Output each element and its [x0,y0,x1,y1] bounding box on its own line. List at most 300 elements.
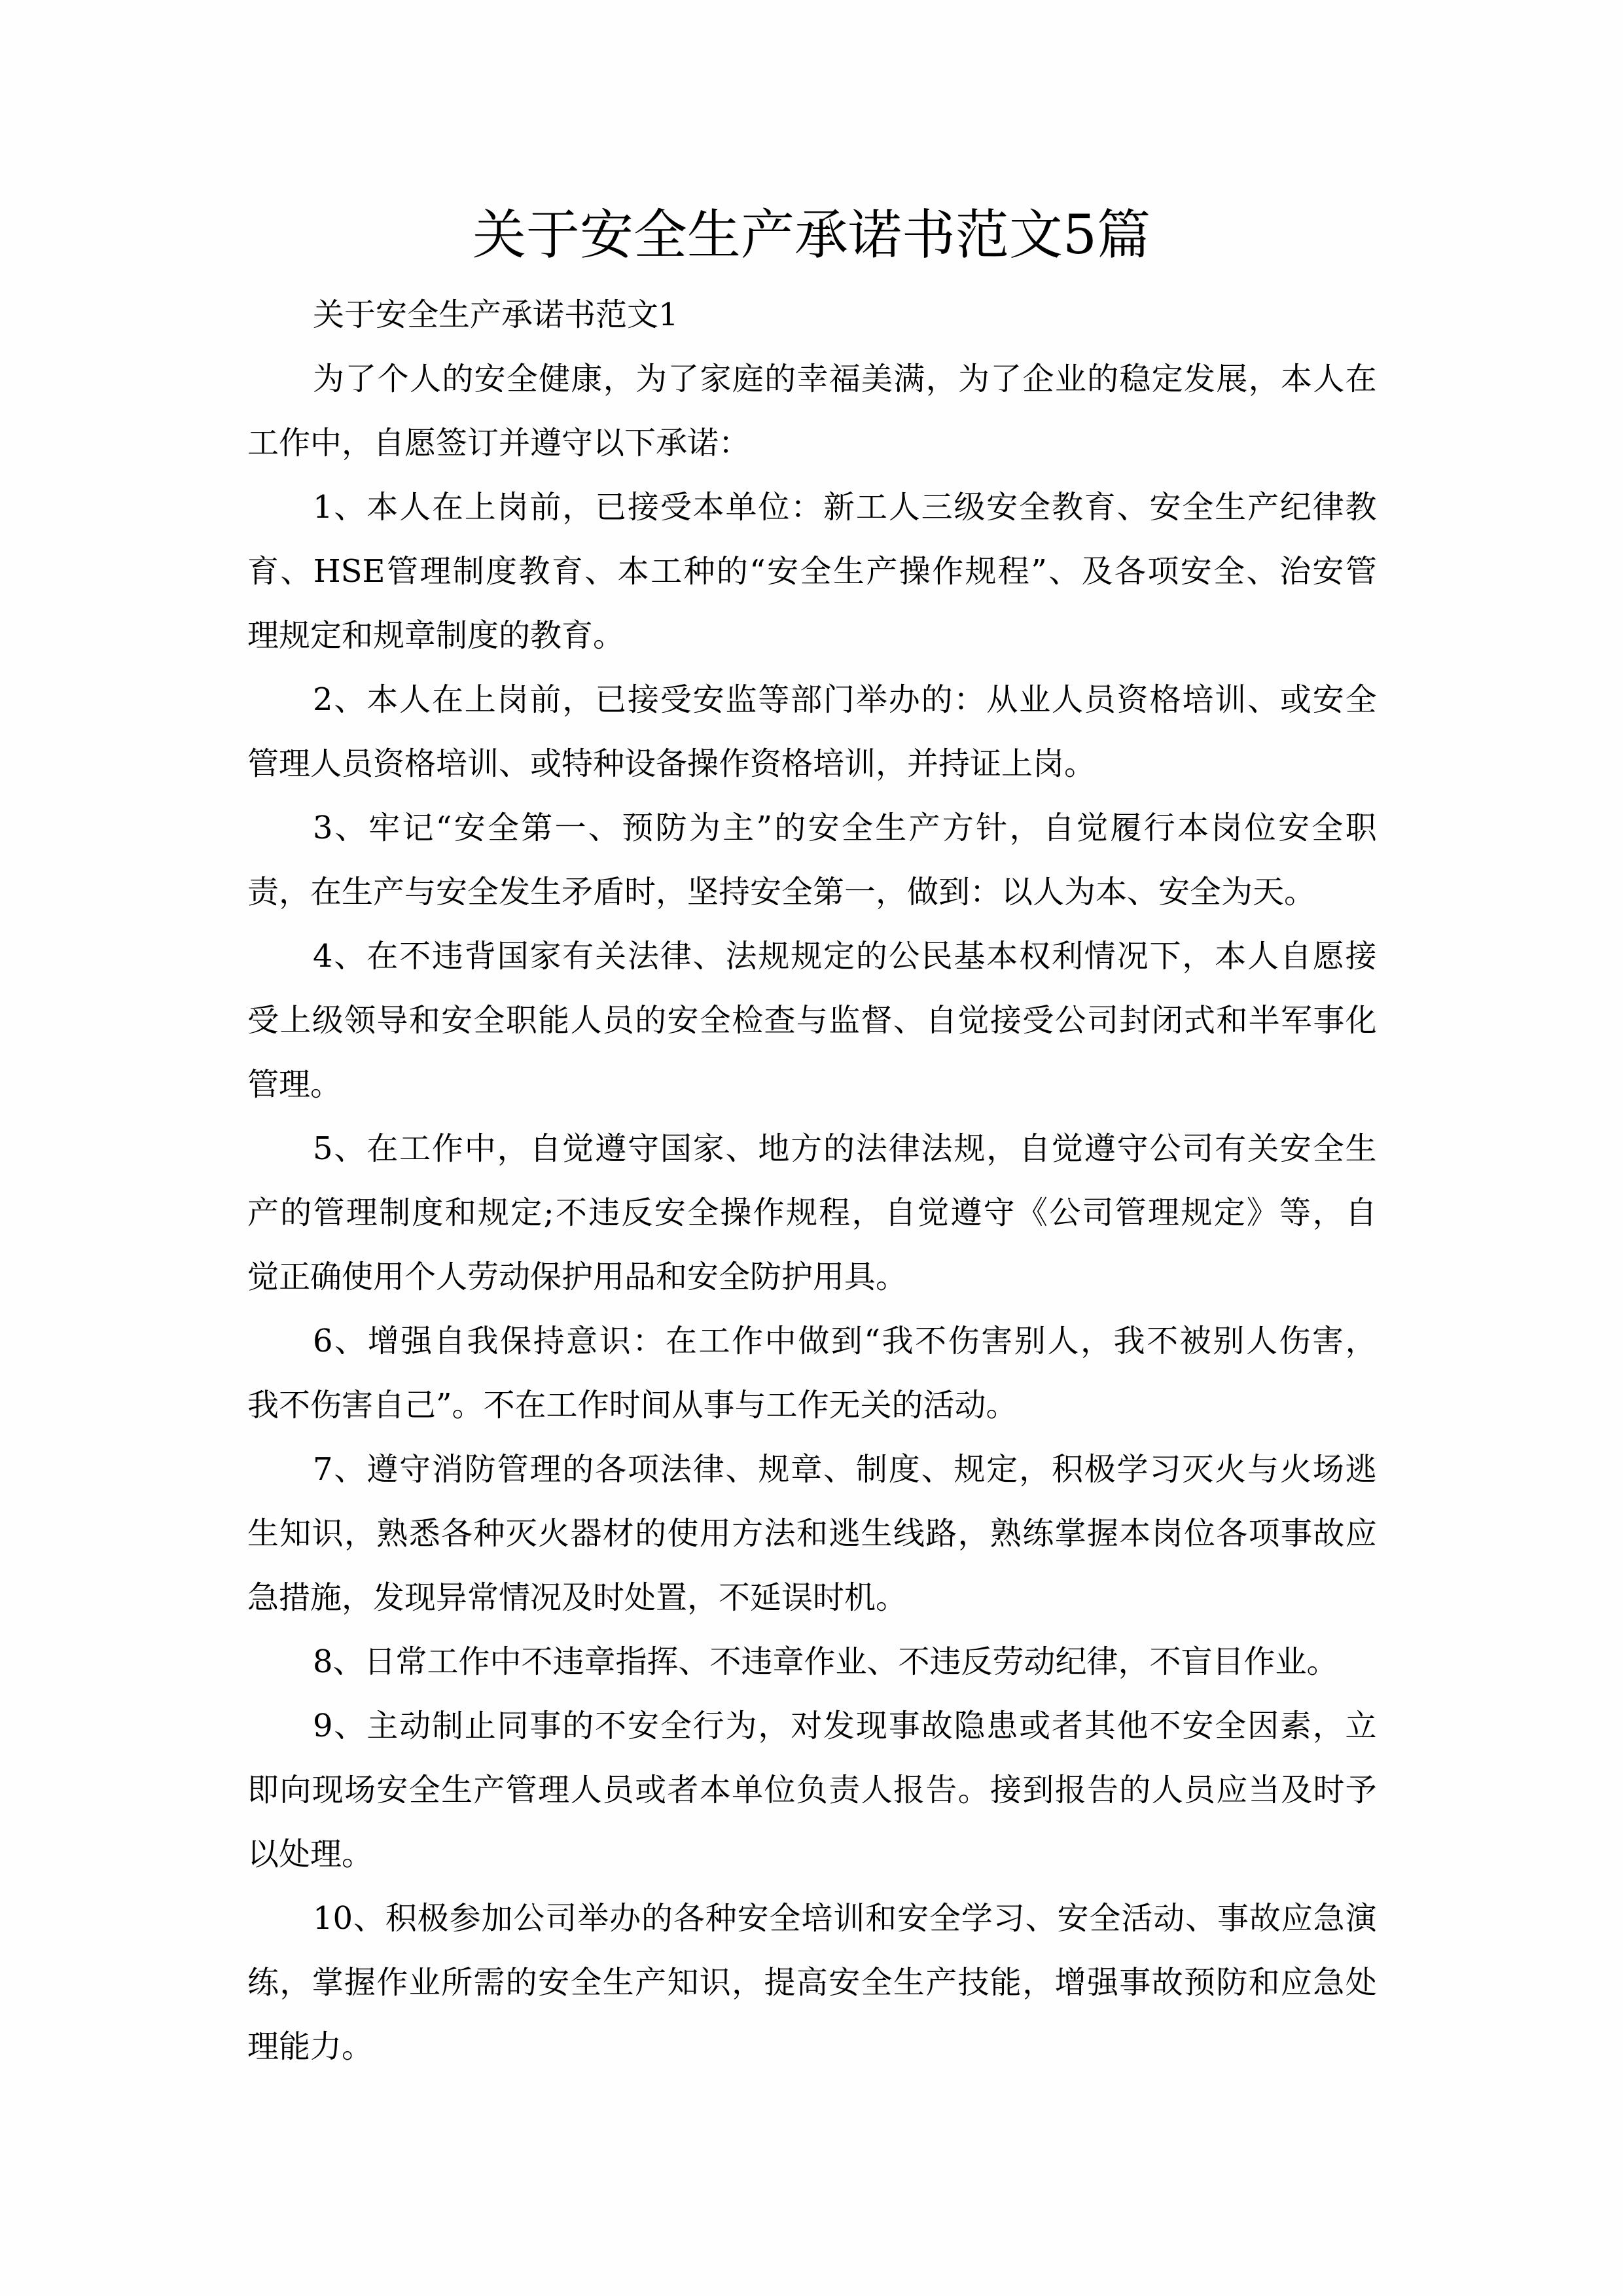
glyph: 安 [1312,553,1344,590]
glyph: 人 [1313,361,1345,397]
glyph: 位 [1244,810,1276,846]
glyph: 防 [1216,1964,1248,2001]
glyph: 增 [1054,1964,1086,2001]
glyph: 我 [882,1323,914,1359]
glyph: 本 [986,938,1018,975]
paragraph-line [247,1058,1377,1122]
glyph: 和 [865,1900,897,1937]
glyph: 级 [954,489,986,526]
glyph: 本 [1215,938,1247,975]
glyph: 单 [732,1772,764,1808]
glyph: 三 [921,489,953,526]
glyph: 或 [635,1772,667,1808]
glyph: 、 [588,810,620,846]
glyph: 安 [441,1002,473,1039]
glyph: 员 [1084,681,1116,718]
glyph: 、 [725,1451,757,1488]
glyph: 为 [688,810,721,846]
glyph: 者 [1051,1708,1083,1744]
glyph: 已 [595,681,627,718]
glyph: 遵 [1084,1130,1116,1167]
glyph: 的 [641,1900,673,1937]
glyph: 知 [667,1964,699,2001]
glyph: 事 [1281,1515,1313,1552]
glyph: 全 [841,810,873,846]
glyph: 家 [692,1130,724,1167]
glyph: 患 [986,1708,1018,1744]
paragraph-line [247,1956,1377,2020]
glyph: 军 [1281,1002,1313,1039]
glyph: 检 [732,1002,764,1039]
paragraph-line [247,737,1377,801]
glyph: 、 [280,553,312,590]
glyph: 接 [1345,938,1377,975]
glyph: 企 [1022,361,1054,397]
glyph: 产 [635,1964,667,2001]
glyph: 全 [800,553,832,590]
glyph: 工 [698,1323,730,1359]
glyph: 事 [1313,1002,1345,1039]
glyph: 背 [464,938,496,975]
glyph: 项 [627,1451,659,1488]
glyph: 自 [1279,938,1311,975]
glyph: 训 [1215,681,1247,718]
glyph: ， [1182,938,1214,975]
glyph: 人 [409,361,441,397]
glyph: 程 [997,553,1029,590]
glyph: 方 [942,810,974,846]
glyph: 防 [464,1451,496,1488]
glyph: 受 [1022,1002,1054,1039]
glyph: 业 [1019,681,1051,718]
glyph: 个 [377,361,409,397]
glyph: 本 [692,489,724,526]
glyph: 能 [990,1964,1022,2001]
glyph: 对 [791,1708,823,1744]
glyph: 害 [981,1323,1013,1359]
glyph: 参 [449,1900,481,1937]
glyph: 全 [660,1708,692,1744]
glyph: 火 [538,1515,570,1552]
glyph: 的 [635,1002,667,1039]
paragraph [247,480,1377,673]
glyph: 故 [1151,1964,1183,2001]
glyph: ” [756,810,772,846]
glyph: 操 [720,1194,752,1231]
glyph: 家 [700,361,732,397]
glyph: 中 [764,1323,796,1359]
glyph: 主 [722,810,755,846]
glyph: 本 [1177,810,1209,846]
glyph: 关 [1247,1130,1279,1167]
glyph: 安 [692,681,724,718]
glyph: 育 [247,553,279,590]
glyph: 的 [823,1130,855,1167]
glyph: 识 [699,1964,731,2001]
glyph: 人 [1245,1323,1277,1359]
glyph: 作 [932,553,964,590]
glyph: 意 [566,1323,598,1359]
glyph: 福 [829,361,861,397]
glyph: 、 [692,938,724,975]
glyph: 我 [467,1323,499,1359]
glyph: 遵 [950,1194,982,1231]
glyph: 安 [1149,489,1181,526]
glyph: 了 [990,361,1022,397]
paragraph-line [247,1378,1377,1443]
glyph: 到 [1022,1772,1054,1808]
paragraph-line [247,1699,1377,1763]
paragraph-line [247,2020,1377,2084]
glyph: 司 [1086,1002,1118,1039]
glyph: 安 [1180,553,1212,590]
glyph: 安 [654,1194,686,1231]
glyph: 人 [570,1002,602,1039]
glyph: 全 [861,1964,893,2001]
glyph: 报 [1054,1772,1086,1808]
paragraph-line [247,865,1377,929]
glyph: 作 [376,1964,408,2001]
glyph: 和 [1216,1002,1248,1039]
glyph: 受 [660,681,692,718]
glyph: ， [344,1515,376,1552]
glyph: 、 [334,810,366,846]
paragraph-text: 理能力。 [247,2028,374,2065]
glyph: ， [1248,361,1280,397]
glyph: 种 [705,1900,737,1937]
paragraph-line [247,1571,1377,1635]
paragraph-text: 责，在生产与安全发生矛盾时，坚持安全第一，做到：以人为本、安全为天。 [247,874,1316,910]
glyph: 上 [279,1002,312,1039]
glyph: 封 [1119,1002,1151,1039]
glyph: 5 [313,1130,333,1167]
glyph: 的 [1087,361,1119,397]
glyph: 满 [893,361,925,397]
paragraph-line [247,545,1377,609]
glyph: 遵 [595,1130,627,1167]
glyph: 掌 [1054,1515,1086,1552]
glyph: 全 [769,1900,801,1937]
glyph: 安 [376,1772,408,1808]
glyph: 规 [758,938,790,975]
glyph: 人 [399,489,431,526]
glyph: 、 [334,681,366,718]
glyph: 事 [1119,1964,1151,2001]
glyph: 自 [884,1194,916,1231]
glyph: 定 [1151,361,1183,397]
glyph: ， [279,1964,312,2001]
glyph: “ [435,810,452,846]
glyph: 7 [313,1451,333,1488]
glyph: 处 [1345,1964,1377,2001]
glyph: 本 [617,553,649,590]
paragraph-line [247,1892,1377,1956]
paragraph-line [247,352,1377,416]
glyph: 有 [562,938,594,975]
glyph: 定 [986,1451,1018,1488]
glyph: 针 [976,810,1008,846]
glyph: 安 [829,1964,861,2001]
glyph: 方 [732,1515,764,1552]
glyph: 高 [796,1964,828,2001]
glyph: 识 [599,1323,631,1359]
glyph: 规 [1181,1194,1213,1231]
glyph: 督 [861,1002,893,1039]
paragraph [247,1314,1377,1443]
glyph: 故 [921,1708,953,1744]
glyph: 行 [1143,810,1175,846]
glyph: 全 [1345,681,1377,718]
paragraph-line [247,994,1377,1058]
glyph: 、 [334,1323,366,1359]
glyph: 工 [399,1130,431,1167]
glyph: 半 [1248,1002,1280,1039]
glyph: 识 [312,1515,344,1552]
glyph: 和 [1248,1964,1280,2001]
glyph: 人 [1047,1323,1079,1359]
glyph: 安 [627,1708,659,1744]
glyph: 全 [1312,1130,1344,1167]
glyph: 强 [1086,1964,1118,2001]
glyph: 稳 [1119,361,1151,397]
glyph: 岗 [497,681,529,718]
glyph: 本 [1280,361,1312,397]
glyph: 职 [1345,810,1377,846]
glyph: 公 [1054,1002,1086,1039]
glyph: 3 [313,810,333,846]
glyph: 予 [1345,1772,1377,1808]
glyph: 度 [888,1451,920,1488]
glyph: 负 [796,1772,828,1808]
glyph: 人 [888,489,920,526]
glyph: 伤 [1279,1323,1311,1359]
glyph: 产 [247,1194,279,1231]
glyph: 反 [621,1194,653,1231]
glyph: 受 [247,1002,279,1039]
glyph: ： [954,681,986,718]
document-body [247,288,1377,2084]
glyph: 熟 [376,1515,408,1552]
glyph: 、 [725,1130,757,1167]
glyph: 人 [1151,1772,1183,1808]
glyph: 在 [1345,361,1377,397]
glyph: 公 [888,938,920,975]
glyph: ， [1022,1964,1054,2001]
paragraph [247,1443,1377,1635]
glyph: 现 [855,1708,887,1744]
glyph: 被 [1179,1323,1211,1359]
glyph: 全 [1215,1708,1247,1744]
glyph: 在 [665,1323,697,1359]
glyph: 接 [627,681,659,718]
glyph: 定 [1213,1194,1245,1231]
glyph: 立 [1345,1708,1377,1744]
glyph: ， [1019,1451,1051,1488]
glyph: 育 [1084,489,1116,526]
glyph: 安 [454,810,486,846]
glyph: 生 [861,1515,893,1552]
glyph: 灭 [1182,1451,1214,1488]
glyph: 为 [313,361,345,397]
glyph: 所 [441,1964,473,2001]
glyph: 事 [529,1708,562,1744]
glyph: 守 [983,1194,1015,1231]
glyph: 素 [1279,1708,1311,1744]
glyph: 9 [313,1708,333,1744]
glyph: 不 [1149,1708,1181,1744]
glyph: 材 [602,1515,634,1552]
paragraph-text: 管理。 [247,1066,342,1103]
glyph: “ [749,553,766,590]
glyph: 事 [888,1708,920,1744]
glyph: 资 [1116,681,1149,718]
paragraph-line [247,1827,1377,1892]
glyph: 理 [538,1772,570,1808]
paragraph [247,1699,1377,1892]
glyph: 动 [1153,1900,1185,1937]
glyph: 掌 [312,1964,344,2001]
glyph: 种 [683,553,715,590]
glyph: 、 [1116,489,1149,526]
glyph: 习 [1149,1451,1181,1488]
glyph: 应 [1345,1515,1377,1552]
glyph: 安 [1057,1900,1089,1937]
glyph: 当 [1248,1772,1280,1808]
glyph: 害 [1311,1323,1344,1359]
glyph: 消 [431,1451,463,1488]
glyph: 管 [505,1772,537,1808]
paragraph-text: 理规定和规章制度的教育。 [247,617,625,654]
glyph: 者 [667,1772,699,1808]
glyph: 级 [312,1002,344,1039]
glyph: 全 [1213,553,1245,590]
glyph: 安 [897,1900,929,1937]
glyph: 向 [279,1772,312,1808]
glyph: 安 [538,1964,570,2001]
paragraph-line [247,1122,1377,1186]
glyph: 线 [893,1515,925,1552]
paragraph-text: 觉正确使用个人劳动保护用品和安全防护用具。 [247,1259,908,1295]
glyph: 了 [345,361,377,397]
glyph: 练 [1022,1515,1054,1552]
glyph: 从 [986,681,1018,718]
paragraph-line [247,1314,1377,1378]
glyph: 司 [545,1900,577,1937]
glyph: 生 [1215,489,1247,526]
glyph: 生 [441,1772,473,1808]
glyph: 有 [1215,1130,1247,1167]
glyph: 火 [1215,1451,1247,1488]
glyph: 章 [791,1451,823,1488]
glyph: 本 [1119,1515,1151,1552]
glyph: 办 [888,681,920,718]
glyph: 不 [1147,1323,1179,1359]
glyph: 下 [1149,938,1181,975]
glyph: 门 [823,681,855,718]
glyph: 的 [442,361,474,397]
glyph: 部 [791,681,823,718]
paragraph [247,929,1377,1122]
glyph: 理 [419,553,452,590]
glyph: 和 [444,1194,476,1231]
glyph: 健 [539,361,571,397]
glyph: 制 [431,1708,463,1744]
paragraph-line [247,673,1377,737]
glyph: 种 [473,1515,505,1552]
glyph: 别 [1213,1323,1245,1359]
glyph: 事 [1217,1900,1249,1937]
glyph: 因 [1247,1708,1279,1744]
glyph: 制 [855,1451,887,1488]
glyph: ： [791,489,823,526]
glyph: 场 [344,1772,376,1808]
glyph: 及 [1081,553,1113,590]
glyph: 极 [417,1900,449,1937]
glyph: 或 [1279,681,1311,718]
paragraph-text: 急措施，发现异常情况及时处置，不延误时机。 [247,1579,908,1616]
glyph: 觉 [1077,810,1109,846]
glyph: 主 [366,1708,399,1744]
paragraph-text: 以处理。 [247,1836,374,1873]
glyph: ， [1345,1323,1377,1359]
glyph: ， [851,1194,883,1231]
glyph: 自 [1345,1194,1377,1231]
glyph: “ [864,1323,880,1359]
glyph: 国 [660,1130,692,1167]
glyph: 故 [1249,1900,1281,1937]
glyph: 岗 [1151,1515,1183,1552]
glyph: 在 [431,489,463,526]
glyph: 与 [1247,1451,1279,1488]
paragraph-line [247,1763,1377,1827]
glyph: 的 [562,1708,594,1744]
glyph: 2 [313,681,333,718]
glyph: 管 [386,553,418,590]
glyph: 逃 [1345,1451,1377,1488]
glyph: 司 [1082,1194,1114,1231]
glyph: 生 [1345,1130,1377,1167]
glyph: ” [1031,553,1047,590]
paragraph-text: 工作中，自愿签订并遵守以下承诺： [247,425,751,461]
glyph: 安 [1182,1708,1214,1744]
glyph: 规 [791,938,823,975]
glyph: 公 [1149,1130,1181,1167]
glyph: 管 [313,1194,345,1231]
glyph: ， [925,361,957,397]
glyph: ， [562,489,594,526]
paragraph [247,1635,1377,1699]
glyph: 上 [464,681,496,718]
glyph: 产 [473,1772,505,1808]
glyph: 积 [1051,1451,1083,1488]
paragraph [247,801,1377,929]
glyph: 、 [334,1130,366,1167]
glyph: 做 [798,1323,830,1359]
glyph: 预 [622,810,654,846]
glyph: 、 [1048,553,1080,590]
glyph: 全 [929,1900,961,1937]
glyph: 、 [334,1451,366,1488]
glyph: 的 [774,810,806,846]
glyph: 的 [562,1451,594,1488]
glyph: 监 [829,1002,861,1039]
glyph: 极 [1084,1451,1116,1488]
glyph: 了 [668,361,700,397]
glyph: 安 [1277,810,1310,846]
glyph: 10 [313,1900,353,1937]
glyph: 、 [334,1708,366,1744]
glyph: 遵 [366,1451,399,1488]
